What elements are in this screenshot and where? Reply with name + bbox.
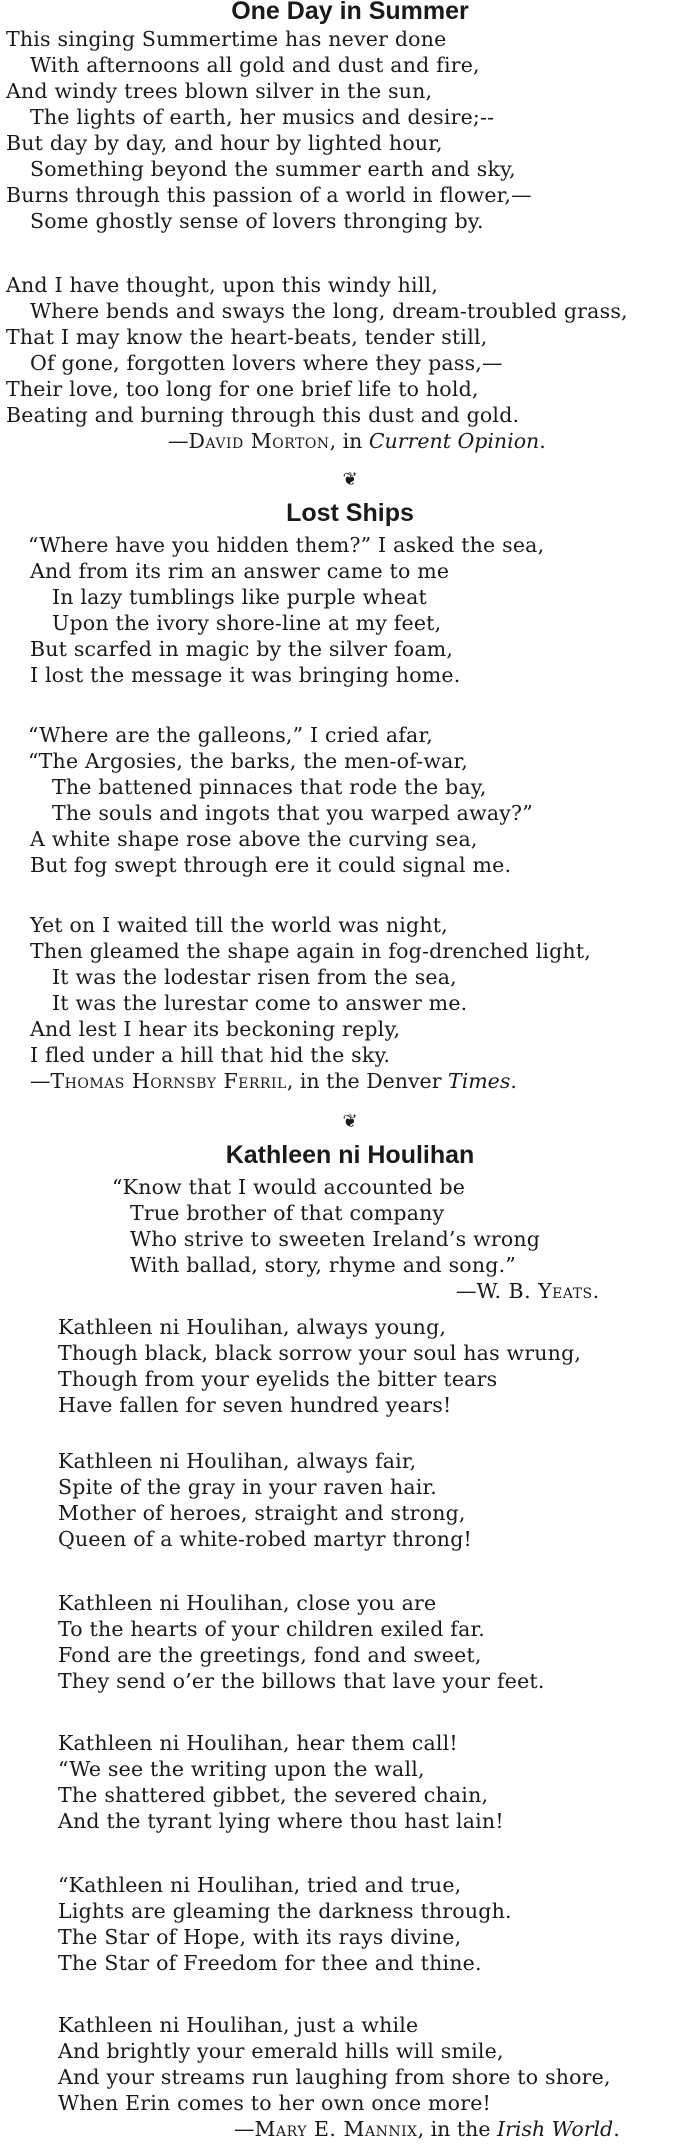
poem-line: That I may know the heart-beats, tender still, <box>6 325 488 349</box>
attribution-source: Irish World <box>496 2117 614 2141</box>
poem-attribution <box>168 428 546 454</box>
poem-line: Have fallen for seven hundred years! <box>58 1393 452 1417</box>
epigraph-line: Who strive to sweeten Ireland’s wrong <box>130 1227 541 1251</box>
poem-line: In lazy tumblings like purple wheat <box>52 585 427 609</box>
poem-title: Lost Ships <box>286 499 414 527</box>
poem-line: Queen of a white-robed martyr throng! <box>58 1527 472 1551</box>
poem-line: I fled under a hill that hid the sky. <box>30 1043 391 1067</box>
attribution-source: Current Opinion <box>368 429 540 453</box>
poem-line: Where bends and sways the long, dream-troubled grass, <box>30 299 628 323</box>
attribution-end: . <box>539 429 546 453</box>
poem-line: Kathleen ni Houlihan, close you are <box>58 1591 437 1615</box>
poem-line: Fond are the greetings, fond and sweet, <box>58 1643 482 1667</box>
poem-line: A white shape rose above the curving sea, <box>30 827 478 851</box>
poem-line: And your streams run laughing from shore to shore, <box>58 2065 611 2089</box>
attribution-author: David Morton <box>188 429 330 453</box>
poem-line: The shattered gibbet, the severed chain, <box>58 1783 489 1807</box>
poem-line: Yet on I waited till the world was night, <box>30 913 448 937</box>
attribution-author: Thomas Hornsby Ferril <box>50 1069 287 1093</box>
poem-line: It was the lurestar come to answer me. <box>52 991 468 1015</box>
poem-line: Something beyond the summer earth and sky, <box>30 157 516 181</box>
section-ornament: ❦ <box>342 469 358 490</box>
poem-line: And lest I hear its beckoning reply, <box>30 1017 401 1041</box>
poem-line: Mother of heroes, straight and strong, <box>58 1501 466 1525</box>
poem-title: Kathleen ni Houlihan <box>225 1141 475 1169</box>
poem-line: Some ghostly sense of lovers thronging by. <box>30 209 484 233</box>
poem-line: “Where are the galleons,” I cried afar, <box>28 723 433 747</box>
attribution-end: . <box>510 1069 517 1093</box>
poem-line: But fog swept through ere it could signal me. <box>30 853 512 877</box>
poem-line: And brightly your emerald hills will smile, <box>58 2039 504 2063</box>
poem-line: Kathleen ni Houlihan, always young, <box>58 1315 447 1339</box>
attribution-dash: — <box>456 1279 477 1303</box>
attribution-author: Mary E. Mannix <box>254 2117 418 2141</box>
poem-line: And I have thought, upon this windy hill, <box>6 273 439 297</box>
attribution-connector: , in the Denver <box>286 1069 449 1093</box>
poem-title: One Day in Summer <box>231 0 469 25</box>
poem-line: The lights of earth, her musics and desire;-- <box>30 105 495 129</box>
poem-line: Beating and burning through this dust and gold. <box>6 403 520 427</box>
attribution-dash: — <box>234 2117 255 2141</box>
poem-line: And windy trees blown silver in the sun, <box>6 79 433 103</box>
poem-line: Kathleen ni Houlihan, just a while <box>58 2013 419 2037</box>
poem-line: “The Argosies, the barks, the men-of-war, <box>28 749 468 773</box>
poem-line: Their love, too long for one brief life to hold, <box>6 377 479 401</box>
poem-line: Kathleen ni Houlihan, always fair, <box>58 1449 417 1473</box>
attribution-dash: — <box>168 429 189 453</box>
poem-line: The Star of Hope, with its rays divine, <box>58 1925 462 1949</box>
poem-attribution <box>234 2116 620 2142</box>
poem-line: And the tyrant lying where thou hast lain! <box>58 1809 504 1833</box>
poem-line: Burns through this passion of a world in flower,— <box>6 183 532 207</box>
poem-line: Spite of the gray in your raven hair. <box>58 1475 438 1499</box>
epigraph-line: True brother of that company <box>130 1201 445 1225</box>
poem-line: The battened pinnaces that rode the bay, <box>52 775 487 799</box>
poem-line: “Kathleen ni Houlihan, tried and true, <box>58 1873 462 1897</box>
poem-line: Then gleamed the shape again in fog-drenched light, <box>30 939 591 963</box>
poem-line: But scarfed in magic by the silver foam, <box>30 637 454 661</box>
poem-line: With afternoons all gold and dust and fire, <box>30 53 480 77</box>
epigraph-line: “Know that I would accounted be <box>112 1175 466 1199</box>
poem-line: When Erin comes to her own once more! <box>58 2091 491 2115</box>
poem-line: They send o’er the billows that lave your feet. <box>58 1669 545 1693</box>
attribution-author: W. B. Yeats <box>476 1279 593 1303</box>
attribution-dash: — <box>30 1069 51 1093</box>
poem-line: Though from your eyelids the bitter tears <box>58 1367 498 1391</box>
poem-line: Kathleen ni Houlihan, hear them call! <box>58 1731 458 1755</box>
attribution-end: . <box>613 2117 620 2141</box>
poem-line: Of gone, forgotten lovers where they pass,— <box>30 351 503 375</box>
poem-line: The Star of Freedom for thee and thine. <box>58 1951 482 1975</box>
poem-line: But day by day, and hour by lighted hour, <box>6 131 443 155</box>
poem-attribution <box>30 1068 517 1094</box>
poem-line: “Where have you hidden them?” I asked the sea, <box>28 533 545 557</box>
epigraph-attribution <box>456 1278 599 1304</box>
poem-line: The souls and ingots that you warped away?” <box>52 801 533 825</box>
poem-line: Lights are gleaming the darkness through. <box>58 1899 512 1923</box>
poem-line: And from its rim an answer came to me <box>30 559 450 583</box>
section-ornament: ❦ <box>342 1111 358 1132</box>
attribution-source: Times <box>448 1069 511 1093</box>
attribution-connector: , in <box>329 429 369 453</box>
poem-line: Though black, black sorrow your soul has wrung, <box>58 1341 582 1365</box>
poem-line: I lost the message it was bringing home. <box>30 663 461 687</box>
poem-line: “We see the writing upon the wall, <box>58 1757 425 1781</box>
poem-line: This singing Summertime has never done <box>6 27 447 51</box>
epigraph-line: With ballad, story, rhyme and song.” <box>130 1253 516 1277</box>
attribution-end: . <box>592 1279 600 1303</box>
poem-line: It was the lodestar risen from the sea, <box>52 965 457 989</box>
poem-line: Upon the ivory shore-line at my feet, <box>52 611 442 635</box>
poem-line: To the hearts of your children exiled far. <box>58 1617 485 1641</box>
attribution-connector: , in the <box>417 2117 497 2141</box>
